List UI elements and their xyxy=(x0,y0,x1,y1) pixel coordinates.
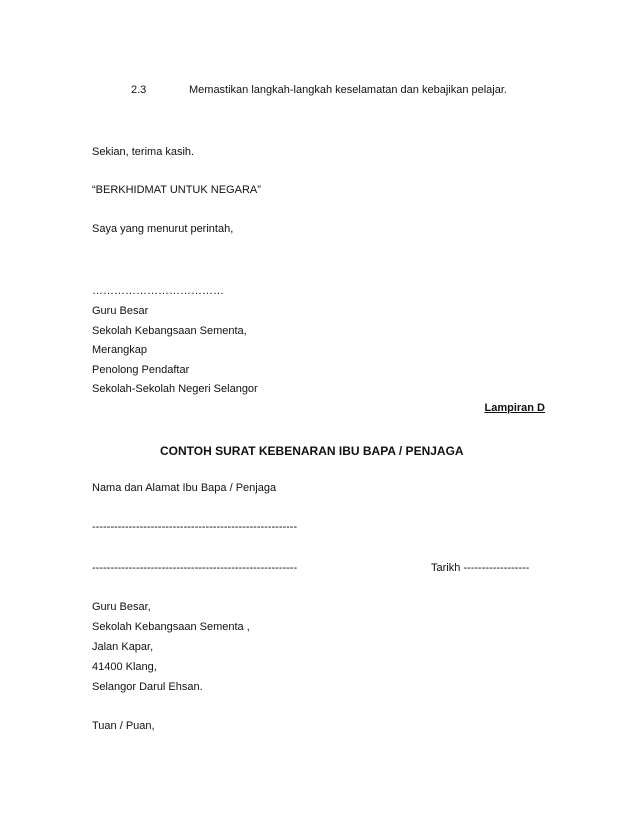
signatory-line: Guru Besar xyxy=(92,305,149,317)
motto-text: “BERKHIDMAT UNTUK NEGARA” xyxy=(92,184,261,196)
blank-line: -------------------------------------------------------- xyxy=(92,521,298,533)
blank-line: -------------------------------------------------------- xyxy=(92,562,298,574)
item-text: Memastikan langkah-langkah keselamatan dan kebajikan pelajar. xyxy=(189,84,507,96)
closing-text: Sekian, terima kasih. xyxy=(92,146,195,158)
appendix-label: Lampiran D xyxy=(484,402,545,414)
date-label: Tarikh ------------------ xyxy=(431,562,530,574)
recipient-line: Selangor Darul Ehsan. xyxy=(92,681,203,693)
signatory-line: Merangkap xyxy=(92,344,148,356)
recipient-line: Guru Besar, xyxy=(92,601,151,613)
recipient-line: Jalan Kapar, xyxy=(92,641,154,653)
form-title: CONTOH SURAT KEBENARAN IBU BAPA / PENJAGA xyxy=(160,444,464,458)
item-number: 2.3 xyxy=(131,84,147,96)
recipient-line: 41400 Klang, xyxy=(92,661,157,673)
salutation-text: Tuan / Puan, xyxy=(92,720,155,732)
signature-line: ……………………………… xyxy=(92,285,224,297)
signatory-line: Penolong Pendaftar xyxy=(92,364,190,376)
signatory-line: Sekolah-Sekolah Negeri Selangor xyxy=(92,383,258,395)
signatory-line: Sekolah Kebangsaan Sementa, xyxy=(92,325,247,337)
sender-label: Nama dan Alamat Ibu Bapa / Penjaga xyxy=(92,482,277,494)
obedience-text: Saya yang menurut perintah, xyxy=(92,223,234,235)
recipient-line: Sekolah Kebangsaan Sementa , xyxy=(92,621,250,633)
